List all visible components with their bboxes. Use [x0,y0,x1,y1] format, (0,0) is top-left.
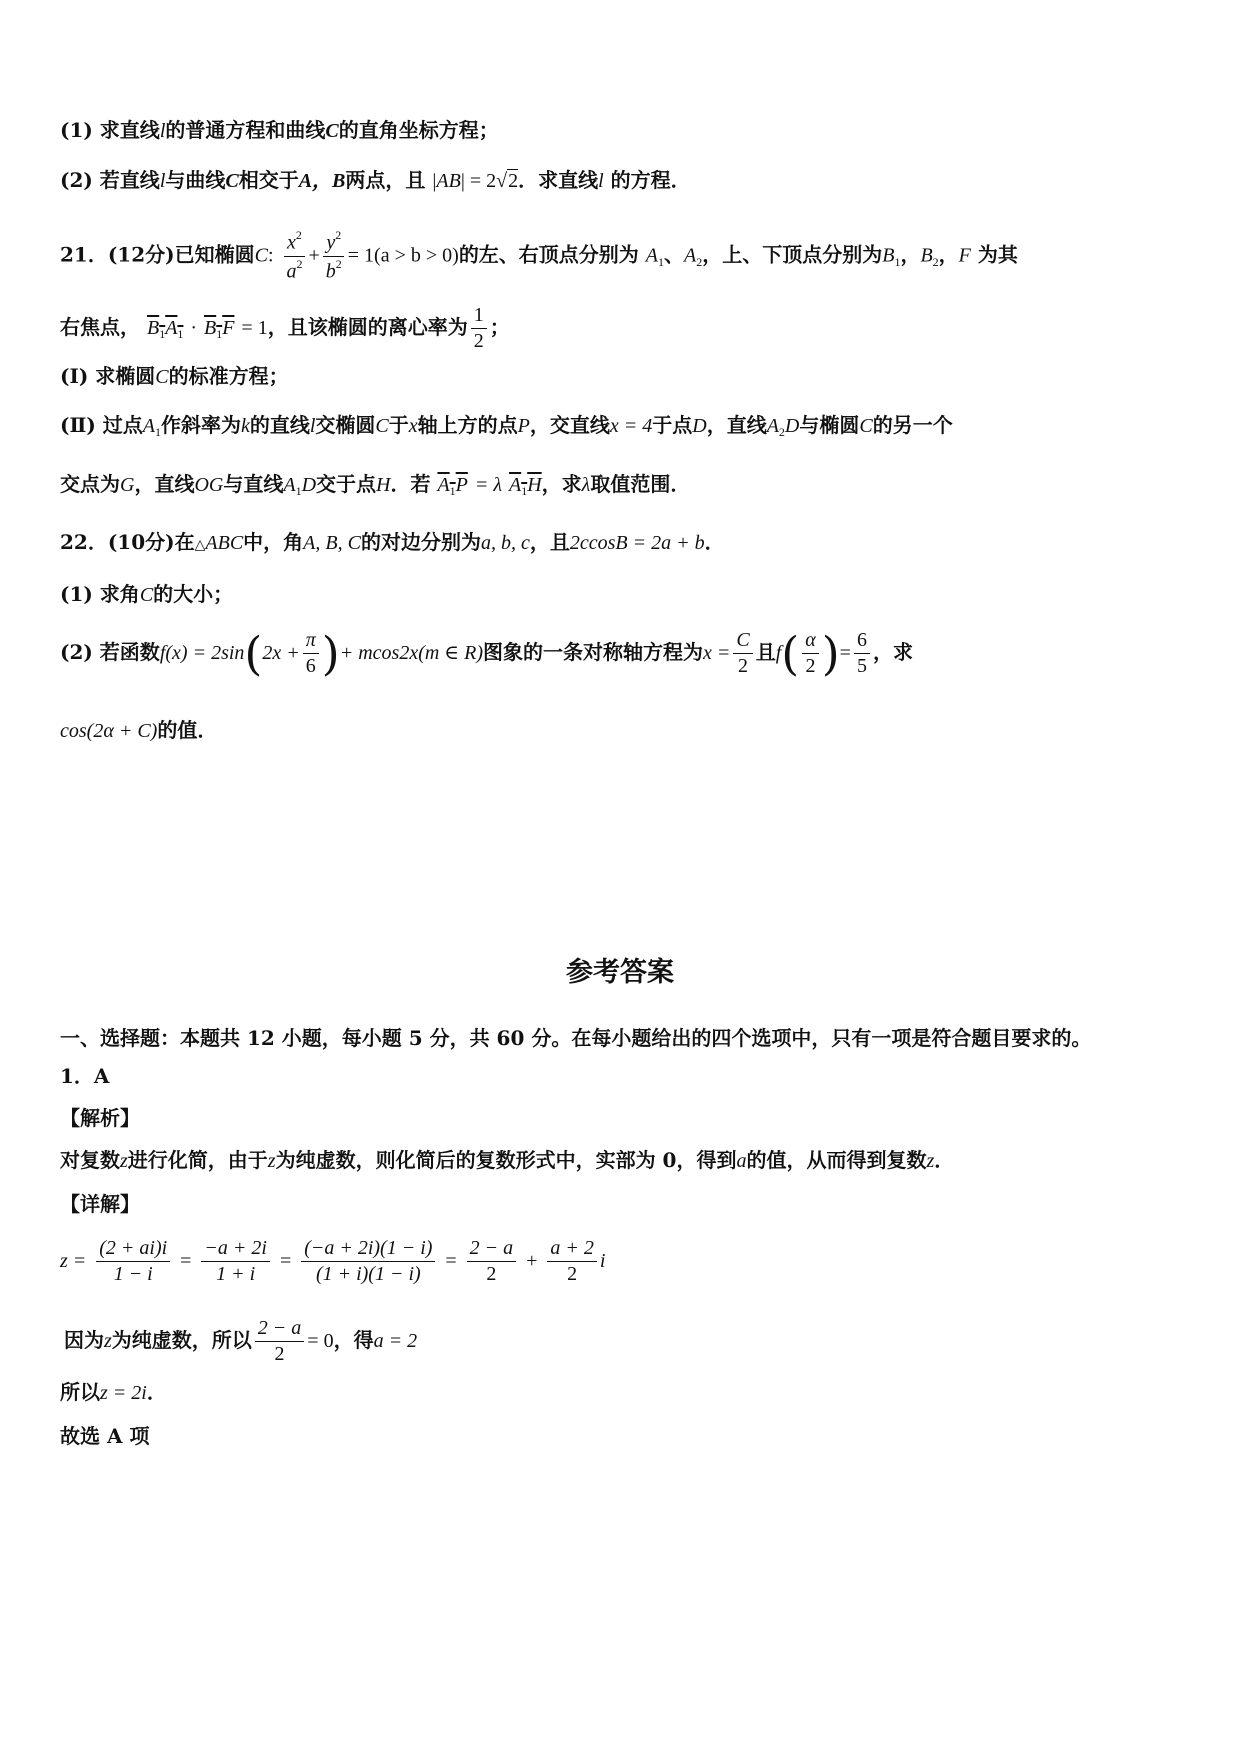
q20-part1 [60,118,499,143]
detail-formula [60,1236,605,1287]
pi: π [303,628,319,654]
so-t1: 所以 [60,1380,100,1404]
D: D [692,415,707,437]
angles: A, B, C [303,532,361,554]
t3: 为纯虚数，则化简后的复数形式中，实部为 0，得到 [275,1148,737,1172]
A1: A [142,415,155,437]
dot: · [190,317,198,339]
frac-x2-a2 [283,228,305,284]
q21-intro: 已知椭圆 [174,242,255,267]
cond: 2ccosB = 2a + b [569,532,705,554]
z: z [120,1150,128,1172]
eq: = [839,642,851,664]
z-2i: z = 2i [100,1382,147,1404]
var-l: l [159,170,166,192]
C: C [139,584,154,606]
frac1 [96,1236,170,1287]
line5-t7: 取值范围． [590,472,691,496]
f4-num: 2 − a [467,1236,517,1262]
frac3 [301,1236,435,1287]
xeq: x = [702,642,731,664]
alpha: α [802,628,819,654]
eq0: = 0 [307,1330,334,1352]
plus: + [526,1250,538,1272]
z: z [267,1150,276,1172]
lambda-eq: = λ [474,474,503,496]
sq: 2 [295,228,302,242]
i: i [599,1250,606,1272]
A1: A [437,474,450,496]
part1-suffix: 的标准方程； [168,364,289,388]
part2-prefix: (Ⅱ) 过点 [60,413,143,437]
var-l: l [159,120,166,142]
answers-section: 一、选择题：本题共 12 小题，每小题 5 分，共 60 分。在每小题给出的四个选项中，只有一项是符合题目要求的。 [60,1026,1092,1050]
c-over-2 [733,628,752,679]
q20-part2-mid3: 两点，且 [345,168,426,192]
A2: A [684,244,697,267]
OG: OG [194,474,224,496]
num5: 5 [856,655,867,677]
inner1: 2x + [262,642,300,664]
y-num: y [326,231,336,254]
z: z [104,1330,112,1352]
t7: 于点 [652,413,693,437]
t1: 作斜率为 [160,413,241,437]
f2-den: 1 + i [216,1263,256,1285]
B1: B [204,317,217,339]
H: H [376,474,391,496]
q20-part2-mid2: 相交于 [238,168,299,192]
f2-num: −a + 2i [201,1236,270,1262]
f5-den: 2 [567,1263,578,1285]
q20-part1-mid: 的普通方程和曲线 [165,118,326,142]
two: 2 [805,655,816,677]
t3: 的对边分别为 [360,530,481,554]
C-num: C [733,628,752,654]
ecc-den: 2 [473,330,484,352]
plus: + [308,244,320,267]
sub1: 1 [159,327,166,342]
answer-item-1: 1．A [60,1064,110,1088]
A2: A [766,415,779,437]
sub1: 1 [658,254,664,269]
num6: 6 [854,628,870,654]
z-eq: z = [60,1250,87,1272]
P: P [517,415,530,437]
choose-line: 故选 A 项 [60,1424,150,1448]
f3-num: (−a + 2i)(1 − i) [301,1236,435,1262]
t8: ，直线 [706,413,767,437]
eq: = [445,1250,457,1272]
var-C: C [225,170,239,192]
q22-part1 [60,582,233,607]
answers-heading: 参考答案 [566,957,674,988]
line5-t2: ，直线 [134,472,195,496]
f1-den: 1 − i [113,1263,153,1285]
frac4 [467,1236,517,1287]
because-line [64,1316,417,1367]
k: k [240,415,250,437]
t5: ． [934,1148,955,1172]
detail-label: 【详解】 [60,1192,140,1216]
f3-den: (1 + i)(1 − i) [315,1263,421,1285]
line3-suffix: 的值． [157,718,218,742]
ABC: ABC [205,532,244,554]
line2-suffix: ； [489,315,510,339]
vec-A1P [437,472,468,499]
text-vertices: 的左、右顶点分别为 [458,242,639,267]
sq: 2 [335,256,342,271]
q21-part1 [60,364,289,389]
eq: = [279,1250,292,1272]
because-frac [255,1316,305,1367]
sep: 、 [664,242,684,267]
F: F [958,244,971,267]
q20-part2-mid4: ．求直线 [518,168,599,192]
t4: ，且 [529,530,570,554]
vec-A1H [508,472,542,499]
A1: A [508,474,522,496]
sub1: 1 [216,327,223,342]
text-updown: ，上、下顶点分别为 [702,242,883,267]
q22-line3 [60,718,217,743]
q22-part2: (2) 若函数f(x) = 2sin(2x + $\frac{\pi}{6}$ )+ mcos2x(m ∈ R)图象的一条对称轴方程为x = $\frac{C}{2}$ 且f( $\frac{\alpha}{2}$ )= $\frac{6}{5}$ ，求 [60,626,913,681]
sub1: 1 [154,425,161,440]
q22-score: (10分) [107,530,175,554]
t8: ，求 [872,640,913,664]
t2: 进行化简，由于 [127,1148,268,1172]
t2: 的直线 [249,413,310,437]
t3: ，得 [333,1328,374,1352]
t2: 中，角 [243,530,304,554]
lambda: λ [581,474,591,496]
eq: = [180,1250,192,1272]
t4: 的值，从而得到复数 [746,1148,927,1172]
pi-over-6 [303,628,319,679]
var-l: l [598,170,604,192]
sq: 2 [335,228,342,242]
eq-cond: = 1(a > b > 0) [347,244,459,267]
two: 2 [738,655,749,677]
part1-prefix: (1) 求角 [60,582,140,606]
q22-number: 22． [60,530,108,554]
q20-part2-suffix: 的方程． [610,168,691,192]
B1: B [146,317,160,339]
line3-expr: cos(2α + C) [60,720,158,742]
G: G [120,474,135,496]
sub1: 1 [177,327,184,342]
q21-number: 21． [60,242,108,267]
vec-B1F [204,315,235,342]
so-line [60,1380,167,1405]
ellipse-name: C [375,415,389,437]
q21-part2 [60,413,953,440]
text-focus-tail: 为其 [977,242,1018,267]
z: z [926,1150,935,1172]
ellipse-name: C [859,415,873,437]
part1-prefix: (Ⅰ) 求椭圆 [60,364,156,388]
t3: 交椭圆 [315,413,376,437]
abs-ab: AB [436,170,461,192]
D: D [784,415,800,437]
sqrt-value: 2 [508,170,519,192]
sub1: 1 [295,484,302,499]
analysis-label: 【解析】 [60,1106,140,1130]
frac5 [547,1236,597,1287]
F: F [222,317,235,339]
t1: 对复数 [60,1148,120,1172]
ecc-frac [471,303,487,354]
line5-t6: ，求 [541,472,582,496]
f: f [775,642,782,664]
t5: 轴上方的点 [417,413,518,437]
because-den: 2 [274,1343,285,1365]
var-C: C [325,120,339,142]
P: P [455,474,468,496]
t10: 的另一个 [872,413,953,437]
sub1: 1 [449,484,456,499]
t9: 与椭圆 [799,413,860,437]
f4-den: 2 [486,1263,497,1285]
line2-mid: ，且该椭圆的离心率为 [267,315,468,339]
x: x [408,415,418,437]
sides: a, b, c [480,532,530,554]
t2: 为纯虚数，所以 [111,1328,252,1352]
part1-suffix: 的大小； [153,582,234,606]
t1: 因为 [64,1328,104,1352]
points-AB: A，B [298,170,346,192]
fx: f(x) = 2sin [159,642,245,664]
q22-line1 [60,530,725,555]
f1-num: (2 + ai)i [96,1236,170,1262]
because-num: 2 − a [255,1316,305,1342]
q21-line5 [60,472,690,499]
t7: 且 [755,640,776,664]
eq-value: = 2 [469,170,497,192]
q20-part2-prefix: (2) 若直线 [60,168,160,192]
H: H [527,474,542,496]
analysis-text [60,1148,954,1173]
q21-score: (12分) [107,242,175,267]
a-den: a [286,260,297,283]
line5-t5: ．若 [390,472,431,496]
f5-num: a + 2 [547,1236,597,1262]
line5-t4: 交于点 [316,472,377,496]
q21-line1 [60,228,1018,284]
A1: A [645,244,658,267]
q20-part2-mid1: 与曲线 [165,168,226,192]
sub2: 2 [932,254,939,269]
x-num: x [287,231,296,254]
sub1: 1 [521,484,528,499]
vec-B1A1 [146,315,184,342]
ecc-num: 1 [471,303,487,329]
abs-ab-formula: |AB| = 2√2 [432,170,519,192]
q20-part2 [60,168,691,193]
x4: x = 4 [609,415,653,437]
line5-t1: 交点为 [60,472,120,496]
a: a [736,1150,747,1172]
comma: ， [900,242,921,267]
triangle-icon: △ [194,538,206,553]
t4: 于 [388,413,409,437]
q21-line2 [60,303,510,354]
frac2 [201,1236,270,1287]
line5-t3: 与直线 [223,472,284,496]
six: 6 [305,655,316,677]
ellipse-name: C [155,366,169,388]
alpha-over-2 [802,628,819,679]
t6: 图象的一条对称轴方程为 [482,640,703,664]
sub1: 1 [894,254,901,269]
l: l [309,415,316,437]
sub2: 2 [778,425,785,440]
mcos: + mcos2x(m ∈ R) [339,642,483,664]
q20-part1-prefix: (1) 求直线 [60,118,160,142]
colon: : [267,244,274,267]
t1: 在 [174,530,195,554]
B1: B [882,244,895,267]
sub2: 2 [696,254,703,269]
six-over-five [854,628,870,679]
dot-eq: = 1 [241,317,268,339]
B2: B [920,244,933,267]
comma: ， [938,242,959,267]
q20-part1-suffix: 的直角坐标方程； [338,118,499,142]
t6: ，交直线 [529,413,610,437]
A1: A [165,317,178,339]
a-eq2: a = 2 [373,1330,418,1352]
ellipse-name: C [254,244,268,267]
so-t2: ． [146,1380,167,1404]
frac-y2-b2 [323,228,345,284]
D: D [301,474,317,496]
A1: A [283,474,296,496]
sq: 2 [296,256,303,271]
line2-prefix: 右焦点， [60,315,140,339]
t5: ． [704,530,725,554]
part2-prefix: (2) 若函数 [60,640,160,664]
b-den: b [325,260,336,283]
